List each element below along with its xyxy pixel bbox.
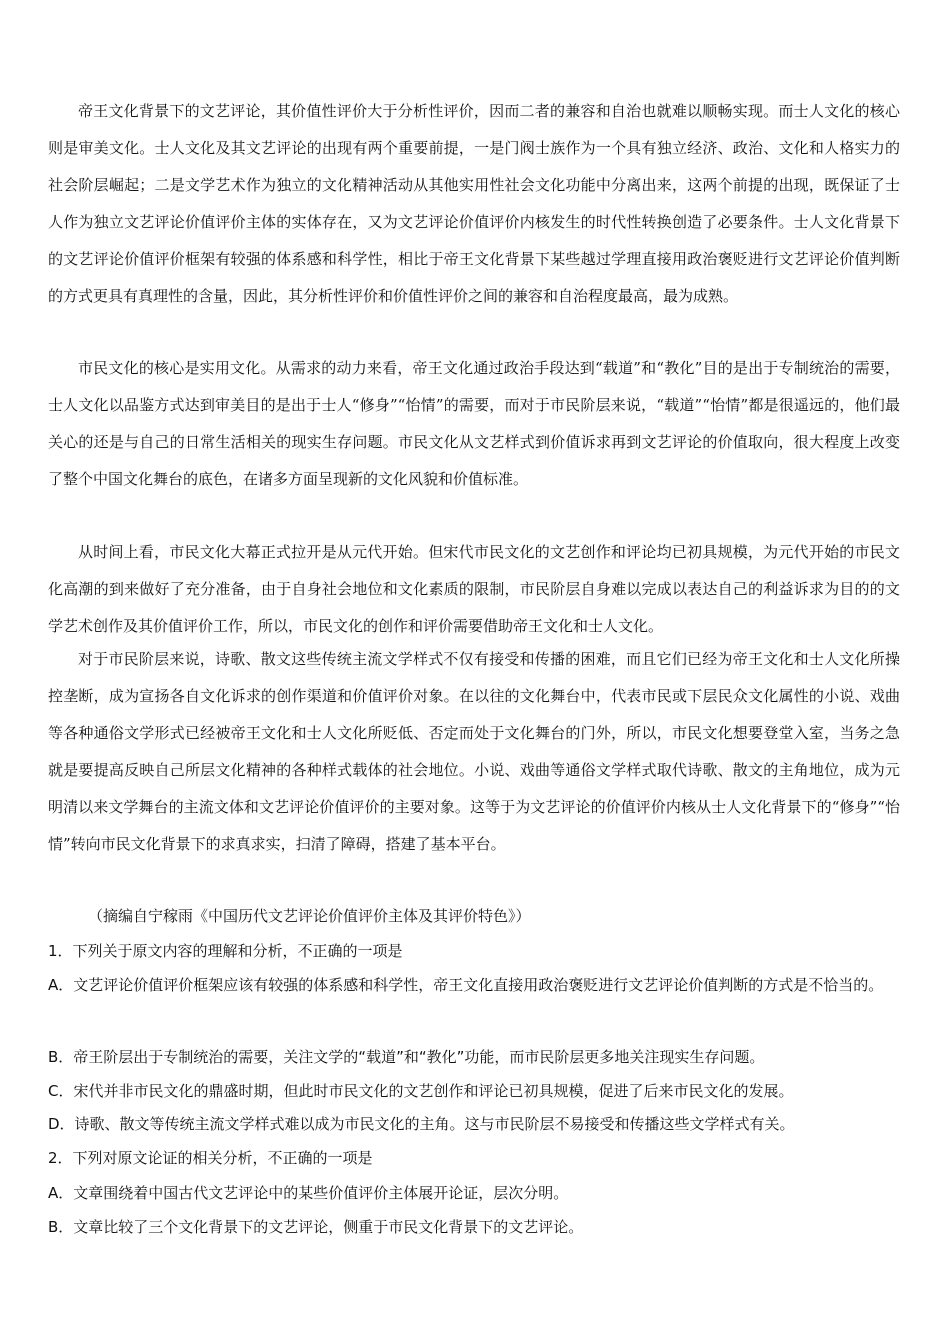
essay-paragraph-1: 帝王文化背景下的文艺评论，其价值性评价大于分析性评价，因而二者的兼容和自治也就难以顺畅实现。而士人文化的核心则是审美文化。士人文化及其文艺评论的出现有两个重要前提，一是门阀士族作为一个具有独立经济、政治、文化和人格实力的社会阶层崛起；二是文学艺术作为独立的文化精神活动从其他实用性社会文化功能中分离出来，这两个前提的出现，既保证了士人作为独立文艺评论价值评价主体的实体存在，又为文艺评论价值评价内核发生的时代性转换创造了必要条件。士人文化背景下的文艺评论价值评价框架有较强的体系感和科学性，相比于帝王文化背景下某些越过学理直接用政治褒贬进行文艺评论价值判断的方式更具有真理性的含量，因此，其分析性评价和价值性评价之间的兼容和自治程度最高，最为成熟。 — [48, 102, 900, 305]
question-2-stem: 2．下列对原文论证的相关分析，不正确的一项是 — [48, 1149, 373, 1167]
essay-paragraph-4: 对于市民阶层来说，诗歌、散文这些传统主流文学样式不仅有接受和传播的困难，而且它们已经为帝王文化和士人文化所操控垄断，成为宣扬各自文化诉求的创作渠道和价值评价对象。在以往的文化舞台中，代表市民或下层民众文化属性的小说、戏曲等各种通俗文学形式已经被帝王文化和士人文化所贬低、否定而处于文化舞台的门外，所以，市民文化想要登堂入室，当务之急就是要提高反映自己所层文化精神的各种样式载体的社会地位。小说、戏曲等通俗文学样式取代诗歌、散文的主角地位，成为元明清以来文学舞台的主流文体和文艺评论价值评价的主要对象。这等于为文艺评论的价值评价内核从士人文化背景下的“修身”“怡情”转向市民文化背景下的求真求实，扫清了障碍，搭建了基本平台。 — [48, 650, 900, 853]
question-1-stem: 1．下列关于原文内容的理解和分析，不正确的一项是 — [48, 942, 403, 960]
question-1-option-a: A．文艺评论价值评价框架应该有较强的体系感和科学性，帝王文化直接用政治褒贬进行文艺评论价值判断的方式是不恰当的。 — [48, 976, 884, 994]
question-2-option-b: B．文章比较了三个文化背景下的文艺评论，侧重于市民文化背景下的文艺评论。 — [48, 1218, 584, 1236]
essay-paragraph-2: 市民文化的核心是实用文化。从需求的动力来看，帝王文化通过政治手段达到“载道”和“教化”目的是出于专制统治的需要，士人文化以品鉴方式达到审美目的是出于士人“修身”“怡情”的需要，而对于市民阶层来说，“载道”“怡情”都是很遥远的，他们最关心的还是与自己的日常生活相关的现实生存问题。市民文化从文艺样式到价值诉求再到文艺评论的价值取向，很大程度上改变了整个中国文化舞台的底色，在诸多方面呈现新的文化风貌和价值标准。 — [48, 359, 900, 488]
question-1-option-c: C．宋代并非市民文化的鼎盛时期，但此时市民文化的文艺创作和评论已初具规模，促进了后来市民文化的发展。 — [48, 1082, 794, 1100]
essay-source: （摘编自宁稼雨《中国历代文艺评论价值评价主体及其评价特色》） — [88, 907, 531, 925]
question-2-option-a: A．文章围绕着中国古代文艺评论中的某些价值评价主体展开论证，层次分明。 — [48, 1184, 569, 1202]
question-1-option-d: D．诗歌、散文等传统主流文学样式难以成为市民文化的主角。这与市民阶层不易接受和传播这些文学样式有关。 — [48, 1115, 795, 1133]
question-1-option-b: B．帝王阶层出于专制统治的需要，关注文学的“载道”和“教化”功能，而市民阶层更多地关注现实生存问题。 — [48, 1048, 765, 1066]
essay-paragraph-3: 从时间上看，市民文化大幕正式拉开是从元代开始。但宋代市民文化的文艺创作和评论均已初具规模，为元代开始的市民文化高潮的到来做好了充分准备，由于自身社会地位和文化素质的限制，市民阶层自身难以完成以表达自己的利益诉求为目的的文学艺术创作及其价值评价工作，所以，市民文化的创作和评价需要借助帝王文化和士人文化。 — [48, 543, 900, 635]
